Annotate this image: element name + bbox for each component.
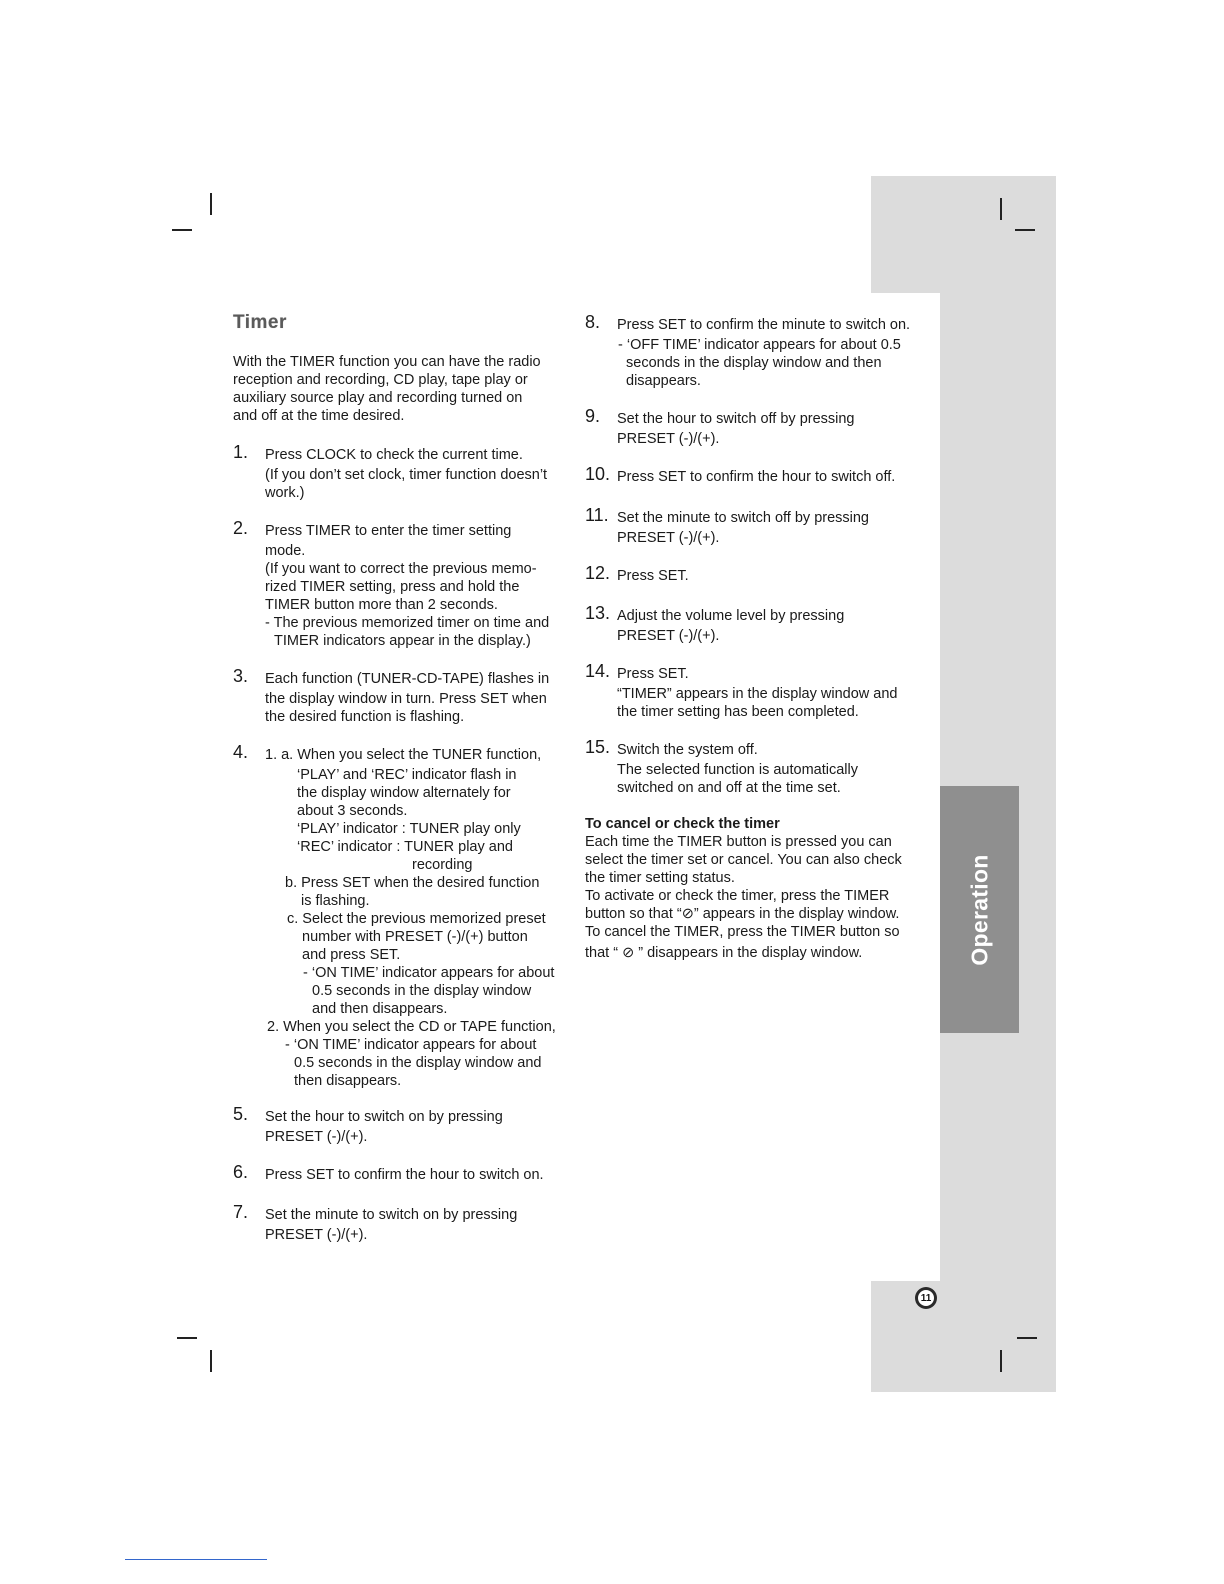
- step-text: Set the hour to switch on by pressing: [265, 1109, 503, 1125]
- step-text: Press TIMER to enter the timer setting: [265, 523, 512, 539]
- step-text: 0.5 seconds in the display window: [312, 983, 532, 999]
- step-text: the timer setting has been completed.: [617, 704, 859, 720]
- cancel-text: button so that “⊘” appears in the display window.: [585, 906, 900, 922]
- step-text: the display window alternately for: [297, 785, 511, 801]
- step-text: Set the hour to switch off by pressing: [617, 411, 855, 427]
- crop-mark: [1000, 198, 1002, 220]
- cancel-timer-section: [585, 815, 920, 962]
- intro-line: reception and recording, CD play, tape play or: [233, 372, 528, 388]
- step-text: then disappears.: [294, 1073, 402, 1089]
- step-number: 11.: [585, 505, 609, 525]
- step-text: Adjust the volume level by pressing: [617, 608, 845, 624]
- step-text: ‘PLAY’ indicator : TUNER play only: [297, 821, 521, 837]
- intro-line: and off at the time desired.: [233, 408, 405, 424]
- step-number: 3.: [233, 666, 249, 686]
- step-text: Press CLOCK to check the current time.: [265, 447, 523, 463]
- intro-line: With the TIMER function you can have the radio: [233, 354, 541, 370]
- step-text: and then disappears.: [312, 1001, 448, 1017]
- step-text: b. Press SET when the desired function: [285, 875, 540, 891]
- cancel-timer-heading: To cancel or check the timer: [585, 816, 780, 832]
- cancel-text: Each time the TIMER button is pressed you can: [585, 834, 892, 850]
- step-text: PRESET (-)/(+).: [265, 1227, 368, 1243]
- step-text: 2. When you select the CD or TAPE function,: [267, 1019, 556, 1035]
- step-number: 13.: [585, 603, 611, 623]
- intro-line: auxiliary source play and recording turned on: [233, 390, 523, 406]
- cancel-text: the timer setting status.: [585, 870, 735, 886]
- step-text: number with PRESET (-)/(+) button: [302, 929, 528, 945]
- page-number-badge: [915, 1287, 937, 1309]
- step-text: recording: [412, 857, 473, 873]
- crop-mark: [210, 1350, 212, 1372]
- cancel-text: that “ ⊘ ” disappears in the display window.: [585, 945, 863, 961]
- step-number: 8.: [585, 312, 601, 332]
- crop-mark: [1015, 229, 1035, 231]
- step-text: the desired function is flashing.: [265, 709, 465, 725]
- step-text: PRESET (-)/(+).: [617, 628, 720, 644]
- step-text: Switch the system off.: [617, 742, 758, 758]
- step-text: (If you don’t set clock, timer function doesn’t: [265, 467, 548, 483]
- step-text: Press SET to confirm the minute to switch on.: [617, 317, 911, 333]
- step-text: PRESET (-)/(+).: [617, 431, 720, 447]
- footer-rule: [125, 1559, 267, 1560]
- side-panel-top: [871, 176, 1056, 293]
- step-text: and press SET.: [302, 947, 401, 963]
- crop-mark: [1000, 1350, 1002, 1372]
- step-text: 1. a. When you select the TUNER function,: [265, 747, 542, 763]
- step-text: work.): [265, 485, 305, 501]
- step-text: (If you want to correct the previous memo-: [265, 561, 537, 577]
- step-text: Press SET to confirm the hour to switch on.: [265, 1167, 544, 1183]
- step-text: disappears.: [626, 373, 701, 389]
- step-text: - ‘ON TIME’ indicator appears for about: [303, 965, 555, 981]
- step-text: Set the minute to switch off by pressing: [617, 510, 870, 526]
- step-text: switched on and off at the time set.: [617, 780, 841, 796]
- step-number: 6.: [233, 1162, 249, 1182]
- step-text: TIMER button more than 2 seconds.: [265, 597, 498, 613]
- step-text: TIMER indicators appear in the display.): [274, 633, 531, 649]
- step-number: 7.: [233, 1202, 249, 1222]
- step-text: Press SET.: [617, 568, 689, 584]
- step-text: c. Select the previous memorized preset: [287, 911, 546, 927]
- cancel-text: To cancel the TIMER, press the TIMER button so: [585, 924, 900, 940]
- step-text: rized TIMER setting, press and hold the: [265, 579, 520, 595]
- step-number: 14.: [585, 661, 611, 681]
- crop-mark: [172, 229, 192, 231]
- intro-text: [233, 353, 568, 425]
- step-text: - ‘OFF TIME’ indicator appears for about 0.5: [618, 337, 901, 353]
- step-number: 4.: [233, 742, 249, 762]
- cancel-text: To activate or check the timer, press the TIMER: [585, 888, 890, 904]
- step-number: 2.: [233, 518, 249, 538]
- step-text: Each function (TUNER-CD-TAPE) flashes in: [265, 671, 550, 687]
- step-text: - The previous memorized timer on time and: [265, 615, 550, 631]
- step-text: Press SET.: [617, 666, 689, 682]
- step-number: 5.: [233, 1104, 249, 1124]
- section-tab-label: Operation: [966, 853, 992, 966]
- step-text: 0.5 seconds in the display window and: [294, 1055, 542, 1071]
- step-text: ‘REC’ indicator : TUNER play and: [297, 839, 513, 855]
- step-text: The selected function is automatically: [617, 762, 858, 778]
- step-text: PRESET (-)/(+).: [265, 1129, 368, 1145]
- step-text: ‘PLAY’ and ‘REC’ indicator flash in: [297, 767, 517, 783]
- step-number: 15.: [585, 737, 611, 757]
- section-title: Timer: [233, 312, 287, 333]
- step-number: 10.: [585, 464, 611, 484]
- step-text: about 3 seconds.: [297, 803, 408, 819]
- step-text: the display window in turn. Press SET when: [265, 691, 547, 707]
- step-number: 9.: [585, 406, 601, 426]
- step-text: mode.: [265, 543, 306, 559]
- step-number: 1.: [233, 442, 249, 462]
- crop-mark: [177, 1337, 197, 1339]
- crop-mark: [1017, 1337, 1037, 1339]
- page-number: 11: [918, 1290, 934, 1306]
- step-number: 12.: [585, 563, 611, 583]
- step-text: Set the minute to switch on by pressing: [265, 1207, 518, 1223]
- step-text: seconds in the display window and then: [626, 355, 882, 371]
- step-text: - ‘ON TIME’ indicator appears for about: [285, 1037, 537, 1053]
- step-text: is flashing.: [301, 893, 370, 909]
- section-tab: [940, 786, 1019, 1033]
- step-text: PRESET (-)/(+).: [617, 530, 720, 546]
- step-text: “TIMER” appears in the display window and: [617, 686, 898, 702]
- crop-mark: [210, 193, 212, 215]
- cancel-text: select the timer set or cancel. You can also check: [585, 852, 902, 868]
- step-text: Press SET to confirm the hour to switch off.: [617, 469, 896, 485]
